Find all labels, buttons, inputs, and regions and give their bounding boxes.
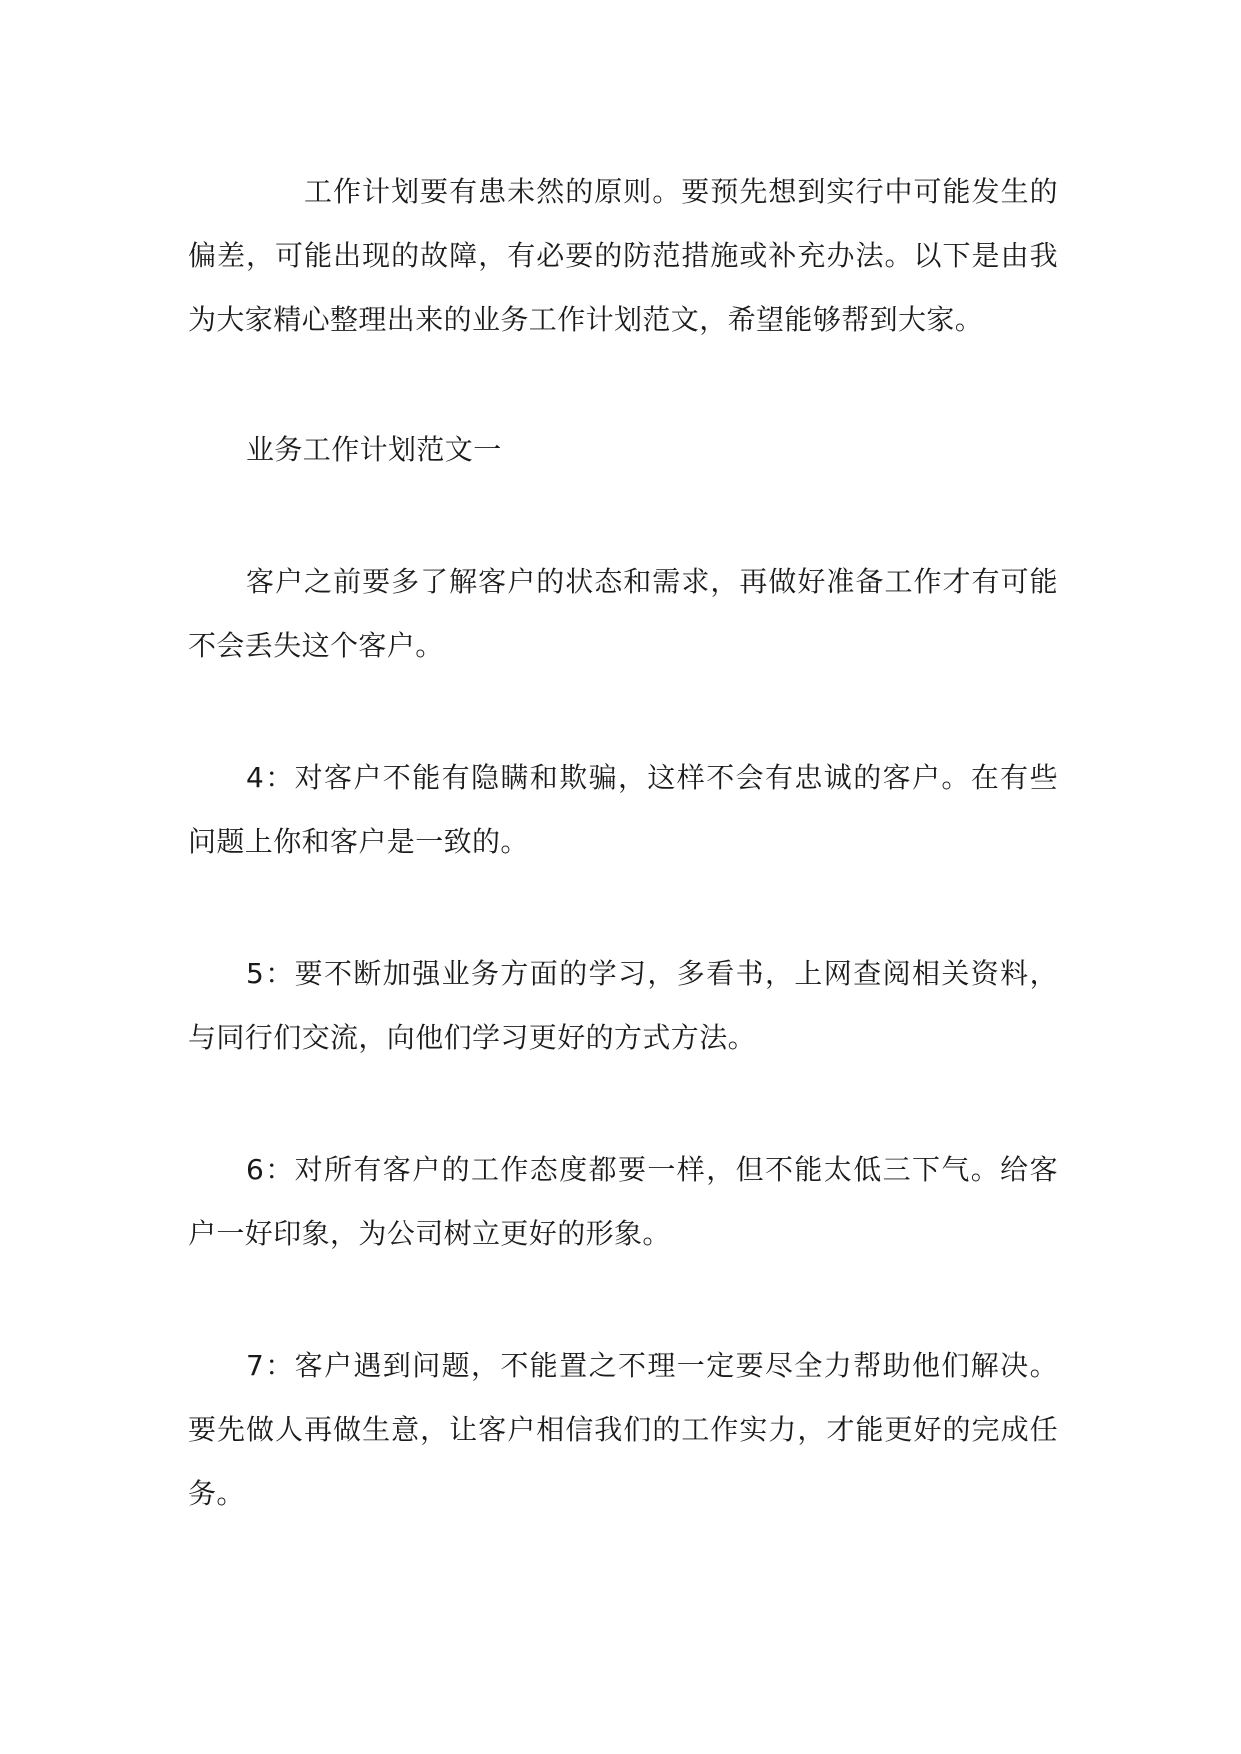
document-body (188, 160, 1058, 1526)
paragraph-1: 客户之前要多了解客户的状态和需求，再做好准备工作才有可能不会丢失这个客户。 (188, 565, 1058, 662)
intro-paragraph: 工作计划要有患未然的原则。要预先想到实行中可能发生的偏差，可能出现的故障，有必要的防范措施或补充办法。以下是由我为大家精心整理出来的业务工作计划范文，希望能够帮到大家。 (188, 175, 1058, 336)
paragraph-5: 7：客户遇到问题，不能置之不理一定要尽全力帮助他们解决。要先做人再做生意，让客户相信我们的工作实力，才能更好的完成任务。 (188, 1349, 1058, 1510)
paragraph-3: 5：要不断加强业务方面的学习，多看书，上网查阅相关资料，与同行们交流，向他们学习更好的方式方法。 (188, 957, 1058, 1054)
paragraph-2: 4：对客户不能有隐瞒和欺骗，这样不会有忠诚的客户。在有些问题上你和客户是一致的。 (188, 761, 1058, 858)
paragraph-4: 6：对所有客户的工作态度都要一样，但不能太低三下气。给客户一好印象，为公司树立更好的形象。 (188, 1153, 1058, 1250)
section-heading: 业务工作计划范文一 (246, 433, 502, 466)
